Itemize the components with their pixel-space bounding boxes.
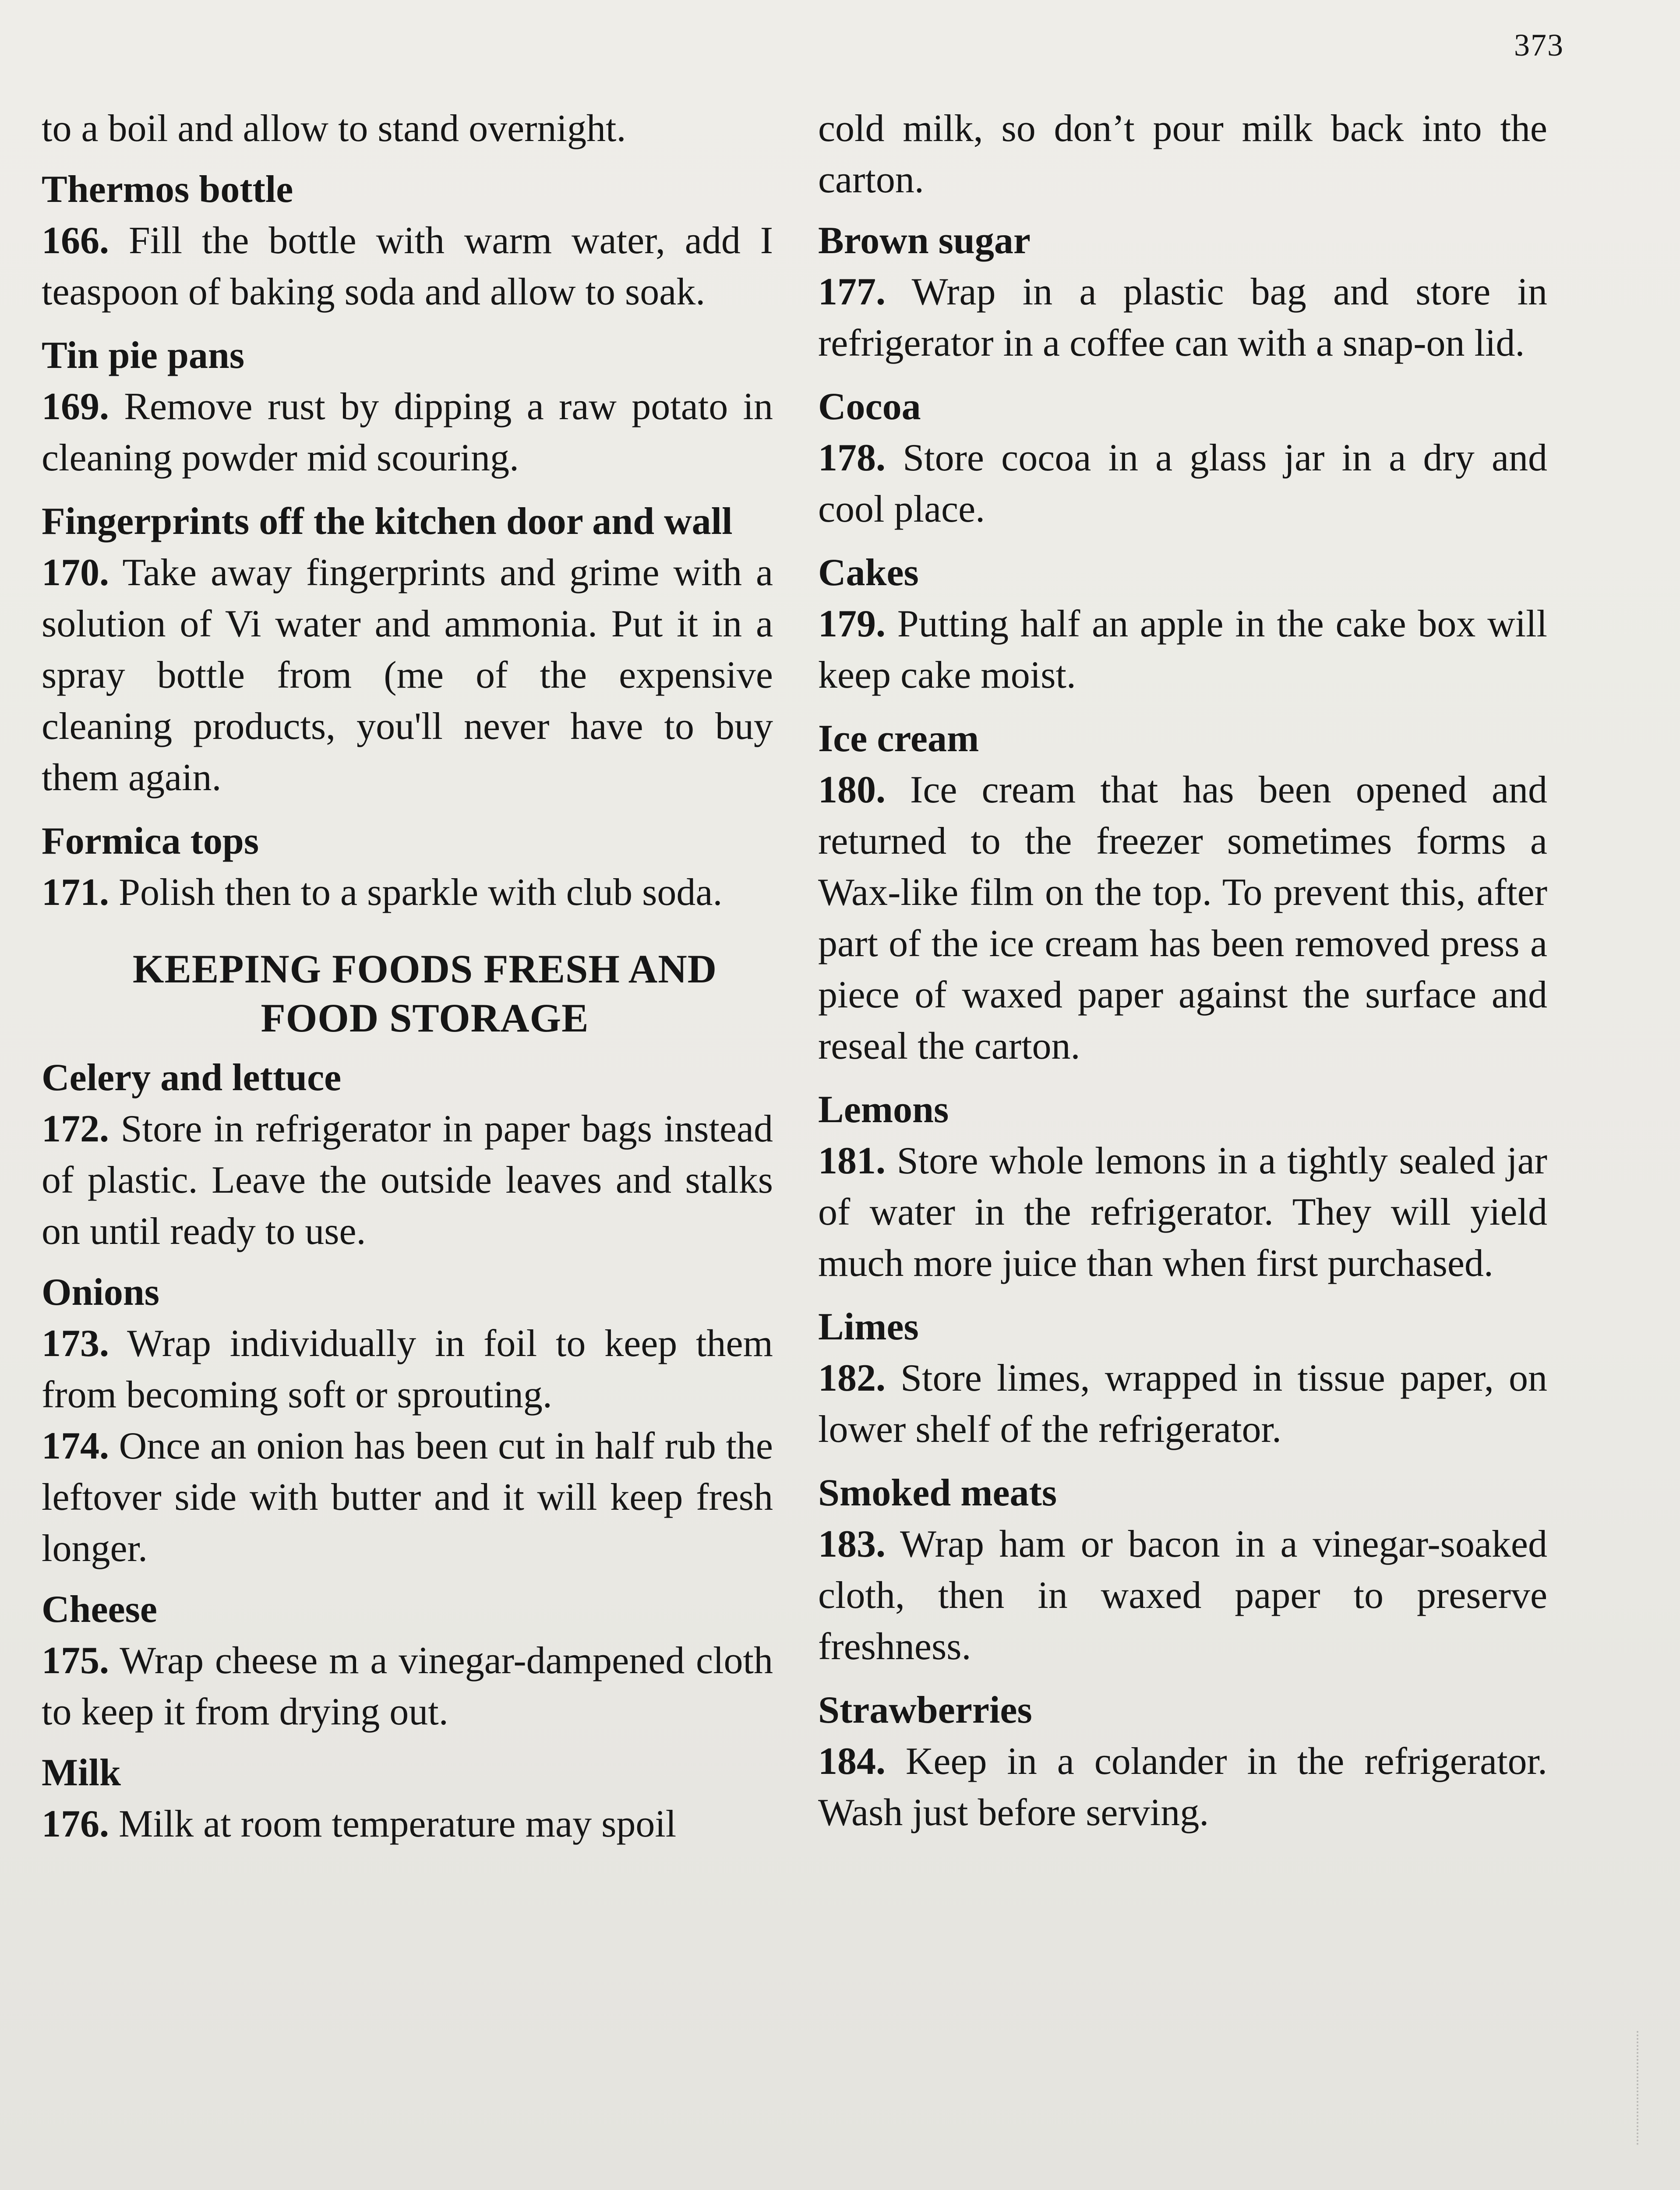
item-number: 184. [818, 1740, 886, 1783]
entry-text [42, 1420, 773, 1574]
entry-thermos-bottle [42, 164, 773, 318]
item-body: Remove rust by dipping a raw potato in cleaning powder mid scouring. [42, 385, 773, 479]
item-body: Take away fingerprints and grime with a solution of Vi water and ammonia. Put it in a spray bottle from (me of the expensive cleaning products, you'll never have to buy them again. [42, 551, 773, 799]
item-body: Polish then to a sparkle with club soda. [109, 871, 723, 914]
item-number: 179. [818, 603, 886, 645]
item-body: Wrap cheese m a vinegar-dampened cloth to keep it from drying out. [42, 1639, 773, 1733]
item-body: Keep in a colander in the refrigerator. Wash just before serving. [818, 1740, 1547, 1834]
item-body: Ice cream that has been opened and returned to the freezer sometimes forms a Wax-like film on the top. To prevent this, after part of the ice cream has been removed press a piece of waxed paper against the surface and reseal the carton. [818, 769, 1547, 1067]
section-title-line1: KEEPING FOODS FRESH AND [132, 947, 717, 991]
entry-text [42, 215, 773, 318]
item-number: 171. [42, 871, 109, 914]
entry-fingerprints [42, 496, 773, 803]
entry-limes [818, 1301, 1547, 1455]
item-number: 180. [818, 769, 886, 811]
entry-text [818, 1135, 1547, 1289]
entry-heading: Ice cream [818, 717, 979, 760]
entry-heading: Strawberries [818, 1689, 1032, 1731]
entry-milk [42, 1747, 773, 1850]
item-number: 181. [818, 1140, 886, 1182]
entry-cheese [42, 1584, 773, 1738]
entry-text [42, 1318, 773, 1420]
entry-text [818, 764, 1547, 1072]
entry-heading: Thermos bottle [42, 168, 293, 211]
entry-text [818, 1519, 1547, 1672]
section-title-line2: FOOD STORAGE [261, 996, 589, 1040]
item-body: Store whole lemons in a tightly sealed jar of water in the refrigerator. They will yield much more juice than when first purchased. [818, 1140, 1547, 1285]
item-number: 166. [42, 219, 109, 262]
entry-text [818, 266, 1547, 369]
page-number: 373 [1514, 28, 1564, 63]
item-number: 174. [42, 1425, 109, 1467]
entry-smoked-meats [818, 1467, 1547, 1672]
item-body: Store cocoa in a glass jar in a dry and cool place. [818, 437, 1547, 530]
entry-formica-tops [42, 816, 773, 918]
entry-heading: Cocoa [818, 385, 921, 428]
entry-cakes [818, 547, 1547, 701]
entry-lemons [818, 1084, 1547, 1289]
entry-onions [42, 1267, 773, 1574]
entry-ice-cream [818, 713, 1547, 1072]
item-number: 172. [42, 1108, 109, 1150]
entry-heading: Tin pie pans [42, 334, 245, 377]
entry-heading: Smoked meats [818, 1472, 1057, 1514]
entry-heading: Fingerprints off the kitchen door and wall [42, 500, 733, 543]
item-number: 183. [818, 1523, 886, 1565]
entry-text [42, 867, 773, 918]
section-title [42, 944, 773, 1042]
entry-text [42, 547, 773, 803]
item-number: 178. [818, 437, 886, 479]
right-column [818, 103, 1547, 1838]
entry-heading: Cheese [42, 1588, 157, 1631]
entry-heading: Brown sugar [818, 219, 1031, 262]
item-body: Milk at room temperature may spoil [109, 1803, 677, 1845]
entry-text [818, 1736, 1547, 1838]
entry-text [42, 1635, 773, 1738]
item-body: Fill the bottle with warm water, add I teaspoon of baking soda and allow to soak. [42, 219, 773, 313]
item-number: 175. [42, 1639, 109, 1682]
item-body: Wrap ham or bacon in a vinegar-soaked cloth, then in waxed paper to preserve freshness. [818, 1523, 1547, 1668]
item-number: 170. [42, 551, 109, 594]
entry-text [818, 432, 1547, 535]
entry-text [42, 1798, 773, 1850]
entry-text [42, 381, 773, 484]
page-edge-artifact [1624, 2031, 1638, 2145]
entry-text [42, 1103, 773, 1257]
entry-brown-sugar [818, 215, 1547, 369]
item-body: Once an onion has been cut in half rub the leftover side with butter and it will keep fresh longer. [42, 1425, 773, 1570]
continued-text: to a boil and allow to stand overnight. [42, 107, 626, 150]
item-body: Store in refrigerator in paper bags instead of plastic. Leave the outside leaves and stalks on until ready to use. [42, 1108, 773, 1253]
item-body: Putting half an apple in the cake box will keep cake moist. [818, 603, 1547, 696]
entry-heading: Celery and lettuce [42, 1056, 342, 1099]
entry-heading: Limes [818, 1306, 919, 1348]
entry-text [818, 1353, 1547, 1455]
entry-heading: Cakes [818, 551, 919, 594]
item-number: 169. [42, 385, 109, 428]
continued-text: cold milk, so don’t pour milk back into the carton. [818, 107, 1547, 201]
entry-heading: Onions [42, 1271, 160, 1314]
entry-celery-lettuce [42, 1052, 773, 1257]
entry-heading: Formica tops [42, 820, 259, 862]
left-column [42, 103, 773, 1850]
item-number: 182. [818, 1357, 886, 1399]
item-number: 176. [42, 1803, 109, 1845]
item-body: Store limes, wrapped in tissue paper, on lower shelf of the refrigerator. [818, 1357, 1547, 1451]
entry-cocoa [818, 381, 1547, 535]
entry-tin-pie-pans [42, 330, 773, 484]
entry-text [818, 598, 1547, 701]
entry-heading: Lemons [818, 1088, 949, 1131]
item-body: Wrap individually in foil to keep them from becoming soft or sprouting. [42, 1322, 773, 1416]
item-number: 177. [818, 271, 886, 313]
entry-strawberries [818, 1685, 1547, 1838]
entry-heading: Milk [42, 1752, 121, 1794]
item-body: Wrap in a plastic bag and store in refrigerator in a coffee can with a snap-on lid. [818, 271, 1547, 364]
item-number: 173. [42, 1322, 109, 1365]
